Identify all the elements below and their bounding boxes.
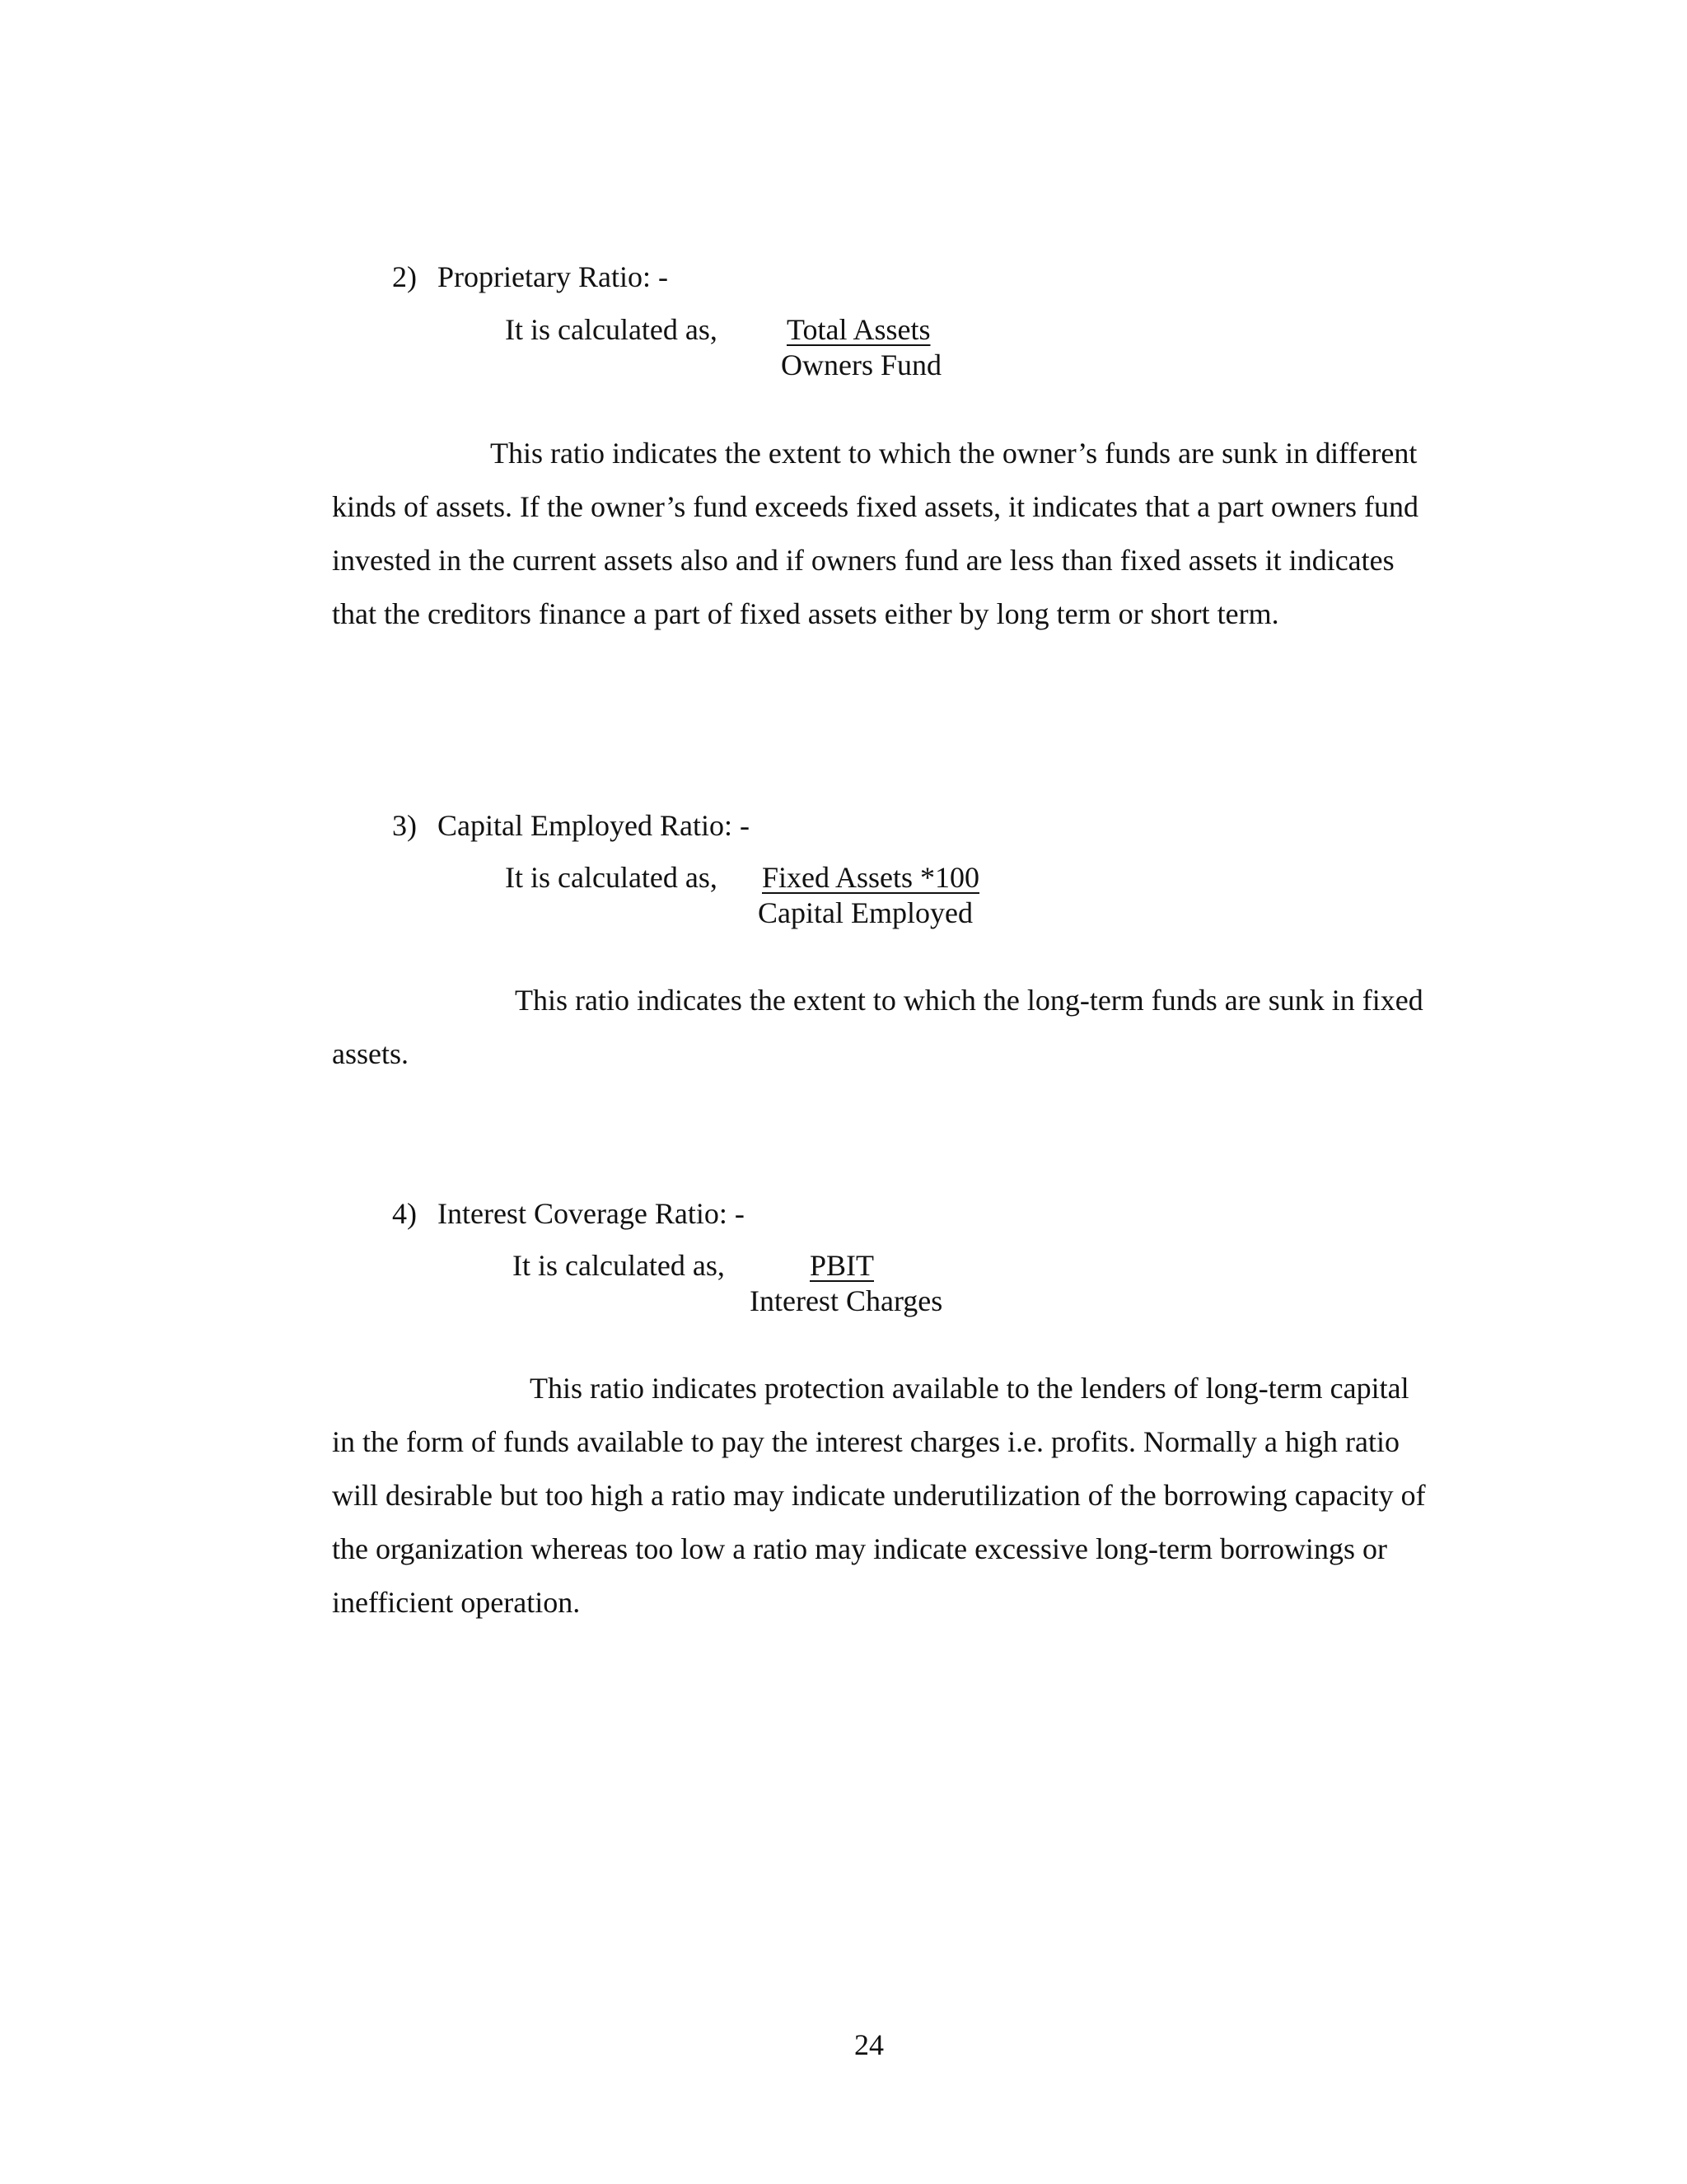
page-number: 24 xyxy=(854,2028,884,2061)
calc-label: It is calculated as, xyxy=(512,1249,725,1282)
section-title: Interest Coverage Ratio: - xyxy=(437,1197,745,1230)
formula-denominator: Capital Employed xyxy=(758,896,973,929)
calc-label: It is calculated as, xyxy=(505,861,717,894)
formula-denominator: Owners Fund xyxy=(781,348,942,381)
formula-numerator: PBIT xyxy=(810,1249,875,1282)
section-number: 3) xyxy=(392,809,417,842)
section-number: 2) xyxy=(392,260,417,293)
section-number: 4) xyxy=(392,1197,417,1230)
formula-numerator: Total Assets xyxy=(787,313,931,346)
section-title: Proprietary Ratio: - xyxy=(437,260,668,293)
section-paragraph: This ratio indicates protection available to the lenders of long-term capital in the form of funds available to pay the interest charges i.e. profits. Normally a high ratio will desirable but too high a ratio may indicate underutilization of the borrowing capacity of the organization whereas too low a ratio may indicate excessive long-term borrowings or inefficient operation. xyxy=(332,1372,1426,1619)
section-paragraph: This ratio indicates the extent to which the long-term funds are sunk in fixed assets. xyxy=(332,984,1423,1070)
calc-label: It is calculated as, xyxy=(505,313,717,346)
section-paragraph: This ratio indicates the extent to which the owner’s funds are sunk in different kinds of assets. If the owner’s fund exceeds fixed assets, it indicates that a part owners fund invested in the current assets also and if owners fund are less than fixed assets it indicates that the creditors finance a part of fixed assets either by long term or short term. xyxy=(332,437,1418,630)
formula-denominator: Interest Charges xyxy=(750,1284,943,1317)
section-title: Capital Employed Ratio: - xyxy=(437,809,750,842)
formula-numerator: Fixed Assets *100 xyxy=(762,861,980,894)
